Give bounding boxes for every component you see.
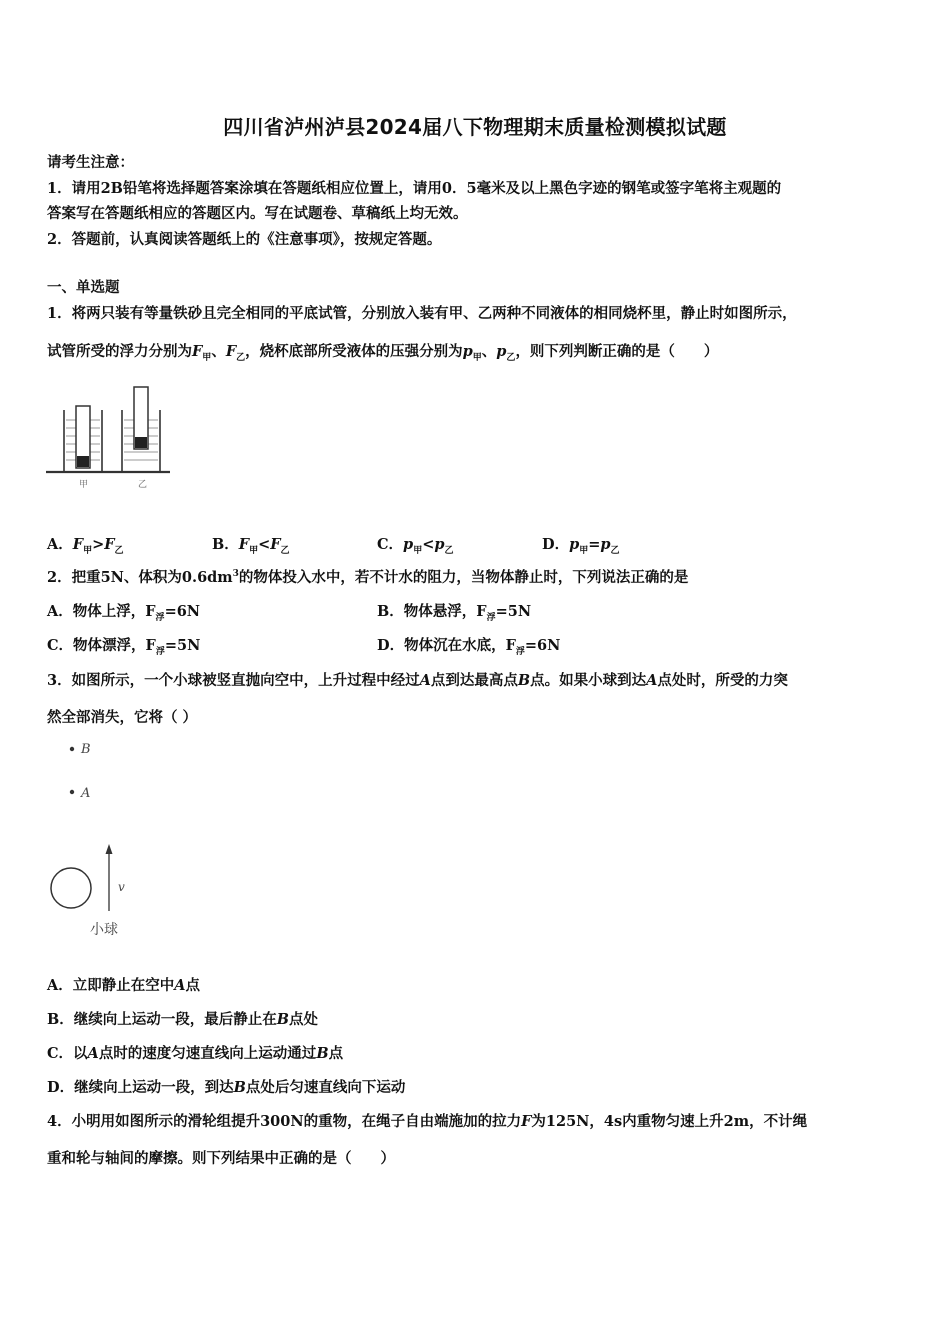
- notice-heading: 请考生注意：: [47, 154, 134, 171]
- q2-option-a[interactable]: A．物体上浮，$F_浮=6N$: [47, 603, 201, 623]
- point-b-label: B: [81, 742, 91, 757]
- q1-option-b[interactable]: B．$F_甲<F_乙$: [212, 536, 290, 556]
- iron-sand-yi: [135, 437, 147, 448]
- ball-label: 小球: [90, 922, 118, 938]
- ball-circle: [51, 868, 91, 908]
- iron-sand-jia: [77, 456, 89, 467]
- q3-line-1: 3．如图所示，一个小球被竖直抛向空中，上升过程中经过A点到达最高点B点。如果小球到达A点处时，所受的力突: [47, 672, 788, 689]
- label-yi: 乙: [138, 480, 148, 490]
- q3-option-a[interactable]: A．立即静止在空中A点: [47, 977, 201, 994]
- page-title: 四川省泸州泸县2024届八下物理期末质量检测模拟试题: [223, 115, 727, 139]
- q1-option-c[interactable]: C．$p_甲<p_乙$: [377, 536, 454, 556]
- q1-option-d[interactable]: D．$p_甲=p_乙$: [542, 536, 620, 556]
- q3-line-2: 然全部消失，它将（ ）: [47, 709, 198, 726]
- q2-stem: 2．把重5N、体积为$0.6dm^3$的物体投入水中，若不计水的阻力，当物体静止时，下列说法正确的是: [47, 569, 689, 586]
- q3-option-d[interactable]: D．继续向上运动一段，到达B点处后匀速直线向下运动: [47, 1079, 406, 1096]
- label-jia: 甲: [79, 480, 89, 490]
- q3-ball-figure: [46, 736, 146, 942]
- notice-line-3: 2．答题前，认真阅读答题纸上的《注意事项》，按规定答题。: [47, 231, 442, 248]
- q1-beakers-figure: [46, 384, 176, 492]
- velocity-label: v: [118, 880, 125, 894]
- q1-line-2: 试管所受的浮力分别为$F_甲$、$F_乙$，烧杯底部所受液体的压强分别为$p_甲$、$p_乙$，则下列判断正确的是（ ）: [47, 343, 719, 363]
- notice-line-1: 1．请用2B铅笔将选择题答案涂填在答题纸相应位置上，请用0．5毫米及以上黑色字迹的钢笔或签字笔将主观题的: [47, 180, 782, 197]
- q2-option-b[interactable]: B．物体悬浮，$F_浮=5N$: [377, 603, 532, 623]
- q2-option-d[interactable]: D．物体沉在水底，$F_浮=6N$: [377, 637, 561, 657]
- q1-line-1: 1．将两只装有等量铁砂且完全相同的平底试管，分别放入装有甲、乙两种不同液体的相同烧杯里，静止时如图所示，: [47, 305, 797, 322]
- section-heading: 一、单选题: [47, 279, 120, 296]
- q3-option-c[interactable]: C．以A点时的速度匀速直线向上运动通过B点: [47, 1045, 344, 1062]
- q1-option-a[interactable]: A．$F_甲>F_乙$: [47, 536, 124, 556]
- q3-option-b[interactable]: B．继续向上运动一段，最后静止在B点处: [47, 1011, 319, 1028]
- q4-line-2: 重和轮与轴间的摩擦。则下列结果中正确的是（ ）: [47, 1150, 395, 1167]
- q2-option-c[interactable]: C．物体漂浮，$F_浮=5N$: [47, 637, 201, 657]
- q4-line-1: 4．小明用如图所示的滑轮组提升300N的重物，在绳子自由端施加的拉力F为125N，4s内重物匀速上升2m，不计绳: [47, 1113, 808, 1130]
- point-a-label: A: [81, 786, 91, 801]
- point-a-dot: [70, 790, 74, 794]
- notice-line-2: 答案写在答题纸相应的答题区内。写在试题卷、草稿纸上均无效。: [47, 205, 468, 222]
- point-b-dot: [70, 747, 74, 751]
- velocity-arrow-head: [106, 844, 113, 854]
